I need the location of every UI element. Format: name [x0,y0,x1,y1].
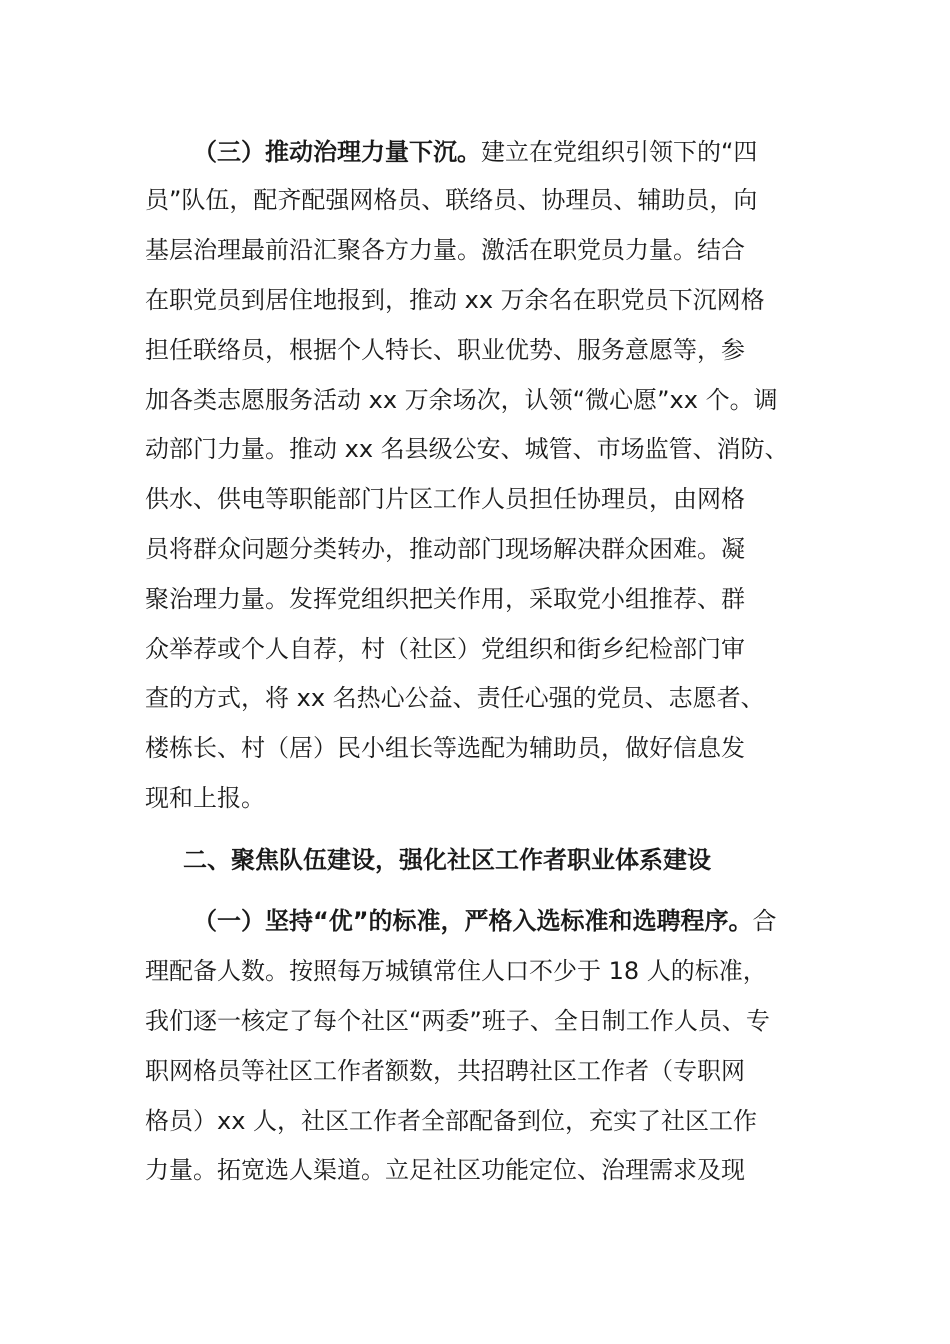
paragraph-line: 现和上报。 [145,784,265,812]
paragraph-line [193,137,757,167]
paragraph-line: 员”队伍，配齐配强网格员、联络员、协理员、辅助员，向 [145,186,758,214]
paragraph-line: 基层治理最前沿汇聚各方力量。激活在职党员力量。结合 [145,236,745,264]
paragraph-line [193,906,777,936]
paragraph-lead-bold: （三）推动治理力量下沉。 [193,138,481,166]
paragraph-line: 担任联络员，根据个人特长、职业优势、服务意愿等，参 [145,336,745,364]
paragraph-line: 聚治理力量。发挥党组织把关作用，采取党小组推荐、群 [145,585,745,613]
paragraph-line: 动部门力量。推动 xx 名县级公安、城管、市场监管、消防、 [145,435,789,463]
paragraph-line: 我们逐一核定了每个社区“两委”班子、全日制工作人员、专 [145,1007,770,1035]
paragraph-lead-bold: （一）坚持“优”的标准，严格入选标准和选聘程序。 [193,907,753,935]
paragraph-line: 格员）xx 人，社区工作者全部配备到位，充实了社区工作 [145,1107,758,1135]
paragraph-line: 供水、供电等职能部门片区工作人员担任协理员，由网格 [145,485,745,513]
paragraph-text: 建立在党组织引领下的“四 [481,138,758,166]
section-heading: 二、聚焦队伍建设，强化社区工作者职业体系建设 [183,846,711,874]
paragraph-line: 理配备人数。按照每万城镇常住人口不少于 18 人的标准， [145,957,767,985]
paragraph-text: 合 [752,907,777,935]
paragraph-line: 加各类志愿服务活动 xx 万余场次，认领“微心愿”xx 个。调 [145,386,778,414]
paragraph-line: 众举荐或个人自荐，村（社区）党组织和街乡纪检部门审 [145,635,745,663]
paragraph-line: 职网格员等社区工作者额数，共招聘社区工作者（专职网 [145,1057,745,1085]
paragraph-line: 在职党员到居住地报到，推动 xx 万余名在职党员下沉网格 [145,286,765,314]
paragraph-line: 员将群众问题分类转办，推动部门现场解决群众困难。凝 [145,535,745,563]
paragraph-line: 力量。拓宽选人渠道。立足社区功能定位、治理需求及现 [145,1156,745,1184]
paragraph-line: 查的方式，将 xx 名热心公益、责任心强的党员、志愿者、 [145,684,765,712]
paragraph-line: 楼栋长、村（居）民小组长等选配为辅助员，做好信息发 [145,734,745,762]
